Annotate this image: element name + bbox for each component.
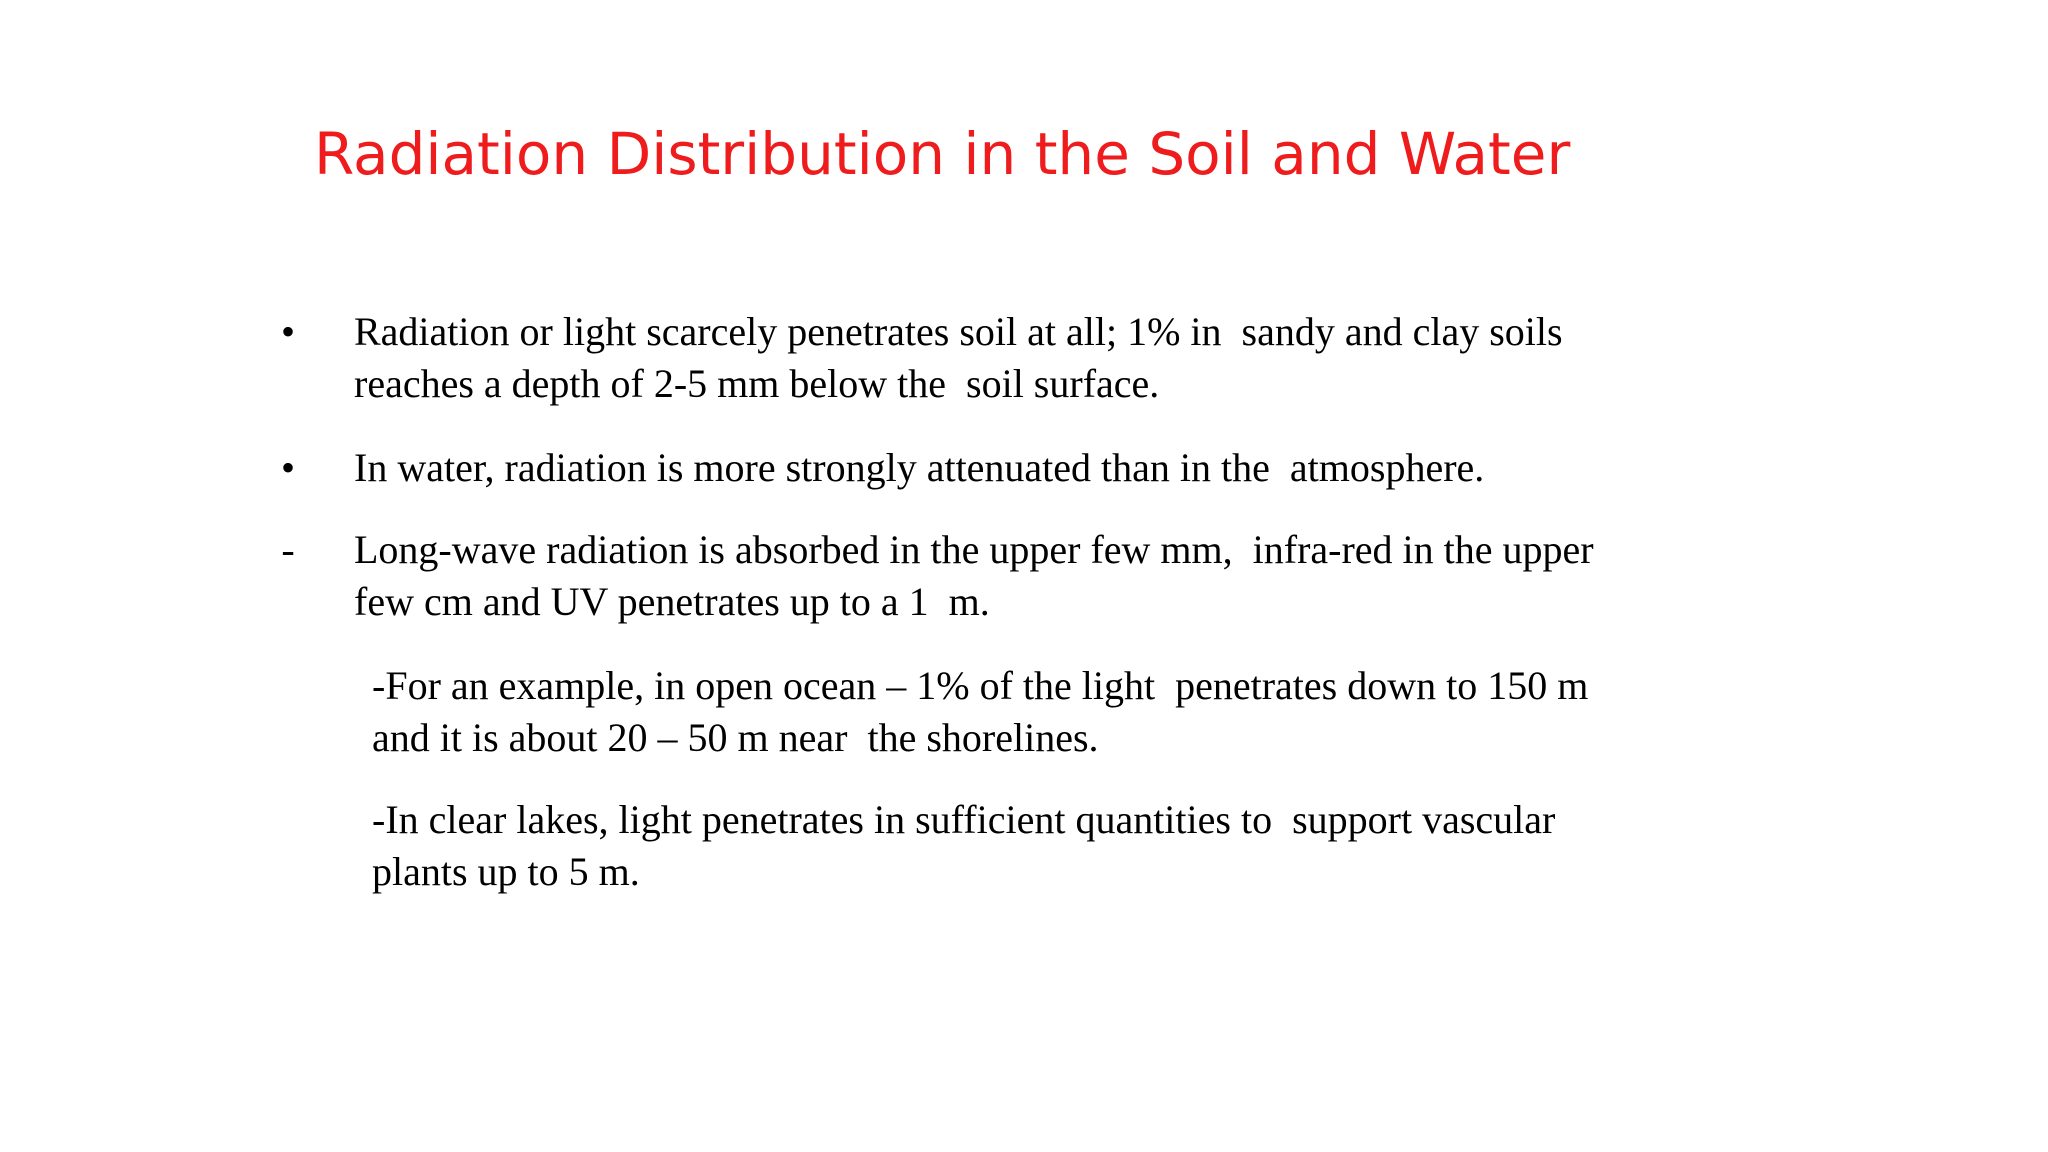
dash-marker: -	[281, 527, 295, 572]
text-line: plants up to 5 m.	[372, 849, 640, 894]
slide-title: Radiation Distribution in the Soil and Water	[314, 120, 1571, 188]
text-line: Long-wave radiation is absorbed in the upper few mm, infra-red in the upper	[354, 527, 1594, 572]
text-line: -In clear lakes, light penetrates in sufficient quantities to support vascular	[372, 797, 1556, 842]
bullet-marker: •	[280, 309, 295, 354]
bullet-item	[280, 306, 1563, 410]
bullet-item	[280, 442, 1485, 494]
text-line: reaches a depth of 2-5 mm below the soil surface.	[354, 361, 1160, 406]
sub-item-text	[372, 794, 1555, 898]
bullet-text	[354, 442, 1484, 494]
bullet-text	[354, 306, 1563, 410]
sub-item	[372, 794, 1555, 898]
text-line: Radiation or light scarcely penetrates soil at all; 1% in sandy and clay soils	[354, 309, 1563, 354]
text-line: In water, radiation is more strongly attenuated than in the atmosphere.	[354, 445, 1485, 490]
sub-item	[372, 660, 1588, 764]
text-line: -For an example, in open ocean – 1% of the light penetrates down to 150 m	[372, 663, 1589, 708]
text-line: and it is about 20 – 50 m near the shorelines.	[372, 715, 1099, 760]
bullet-marker: •	[280, 445, 295, 490]
dash-text	[354, 524, 1594, 628]
text-line: few cm and UV penetrates up to a 1 m.	[354, 579, 990, 624]
sub-item-text	[372, 660, 1588, 764]
dash-item	[281, 524, 1594, 628]
